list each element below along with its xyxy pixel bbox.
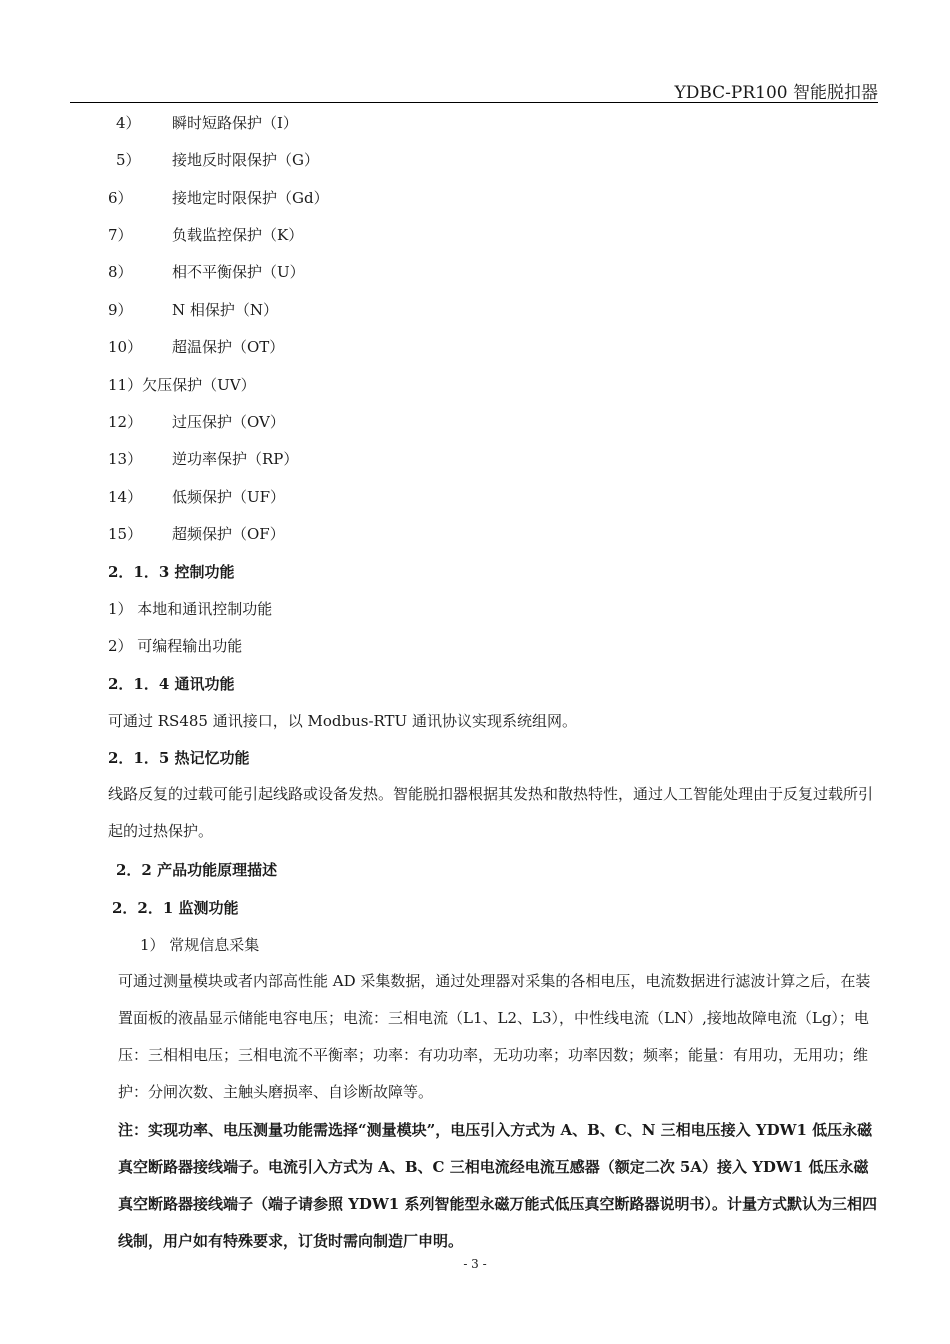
list-item-label: 接地定时限保护（Gd） [172, 189, 329, 207]
list-item [108, 375, 256, 395]
list-item-number: 9） [108, 301, 133, 319]
note-paragraph: 注：实现功率、电压测量功能需选择“测量模块”，电压引入方式为 A、B、C、N 三相电压接入 YDW1 低压永磁真空断路器接线端子。电流引入方式为 A、B、C 三相电流经电流互感器（额定二次 5A）接入 YDW1 低压永磁真空断路器接线端子（端子请参照 YDW1 系列智能型永磁万能式低压真空断路器说明书）。计量方式默认为三相四线制，用户如有特殊要求，订货时需向制造厂申明。 [118, 1121, 877, 1250]
page-number: - 3 - [463, 1257, 487, 1271]
section-heading-2-1-4: 2．1．4 通讯功能 [108, 675, 235, 693]
list-item [108, 188, 329, 208]
section-heading-2-2-1: 2．2．1 监测功能 [112, 899, 239, 917]
paragraph: 线路反复的过载可能引起线路或设备发热。智能脱扣器根据其发热和散热特性，通过人工智能处理由于反复过载所引起的过热保护。 [108, 785, 874, 840]
list-item-label: 超频保护（OF） [172, 525, 285, 543]
list-item-label: 负载监控保护（K） [172, 226, 304, 244]
list-item [108, 262, 305, 282]
section-heading-2-1-3: 2．1．3 控制功能 [108, 563, 235, 581]
page-header [70, 76, 878, 103]
list-item [108, 487, 285, 507]
list-item-label: 过压保护（OV） [172, 413, 285, 431]
list-item-number: 4） [116, 114, 141, 132]
list-item [116, 150, 319, 170]
list-item-number: 12） [108, 413, 143, 431]
list-item [108, 225, 303, 245]
list-item: 1） 本地和通讯控制功能 [108, 600, 273, 618]
section-heading-2-2: 2．2 产品功能原理描述 [116, 861, 278, 879]
list-item-label: 瞬时短路保护（I） [172, 114, 298, 132]
list-item-number: 14） [108, 488, 143, 506]
section-heading-2-1-5: 2．1．5 热记忆功能 [108, 749, 250, 767]
list-item [108, 449, 298, 469]
list-item-number: 11） [108, 376, 143, 394]
list-item: 2） 可编程输出功能 [108, 637, 243, 655]
list-item-label: N 相保护（N） [172, 301, 279, 319]
paragraph: 可通过 RS485 通讯接口，以 Modbus-RTU 通讯协议实现系统组网。 [108, 712, 577, 730]
list-item-label: 低频保护（UF） [172, 488, 286, 506]
list-item-number: 8） [108, 263, 133, 281]
document-title: YDBC-PR100 智能脱扣器 [674, 83, 878, 103]
list-item-number: 13） [108, 450, 143, 468]
list-item [108, 337, 284, 357]
list-item-number: 15） [108, 525, 143, 543]
list-item-label: 接地反时限保护（G） [172, 151, 319, 169]
list-item-number: 10） [108, 338, 143, 356]
list-item [108, 300, 278, 320]
list-item: 1） 常规信息采集 [140, 936, 260, 954]
list-item-label: 相不平衡保护（U） [172, 263, 305, 281]
list-item-label: 逆功率保护（RP） [172, 450, 299, 468]
list-item-label: 欠压保护（UV） [142, 376, 256, 394]
list-item-label: 超温保护（OT） [172, 338, 285, 356]
list-item-number: 6） [108, 189, 133, 207]
paragraph: 可通过测量模块或者内部高性能 AD 采集数据，通过处理器对采集的各相电压，电流数据进行滤波计算之后，在装置面板的液晶显示储能电容电压；电流：三相电流（L1、L2、L3），中性线电流（LN）,接地故障电流（Lg）；电压：三相相电压；三相电流不平衡率；功率：有功功率，无功功率；功率因数；频率；能量：有用功，无用功；维护：分闸次数、主触头磨损率、自诊断故障等。 [118, 972, 871, 1101]
list-item [108, 524, 285, 544]
list-item-number: 7） [108, 226, 133, 244]
list-item [116, 113, 298, 133]
list-item-number: 5） [116, 151, 141, 169]
list-item [108, 412, 285, 432]
